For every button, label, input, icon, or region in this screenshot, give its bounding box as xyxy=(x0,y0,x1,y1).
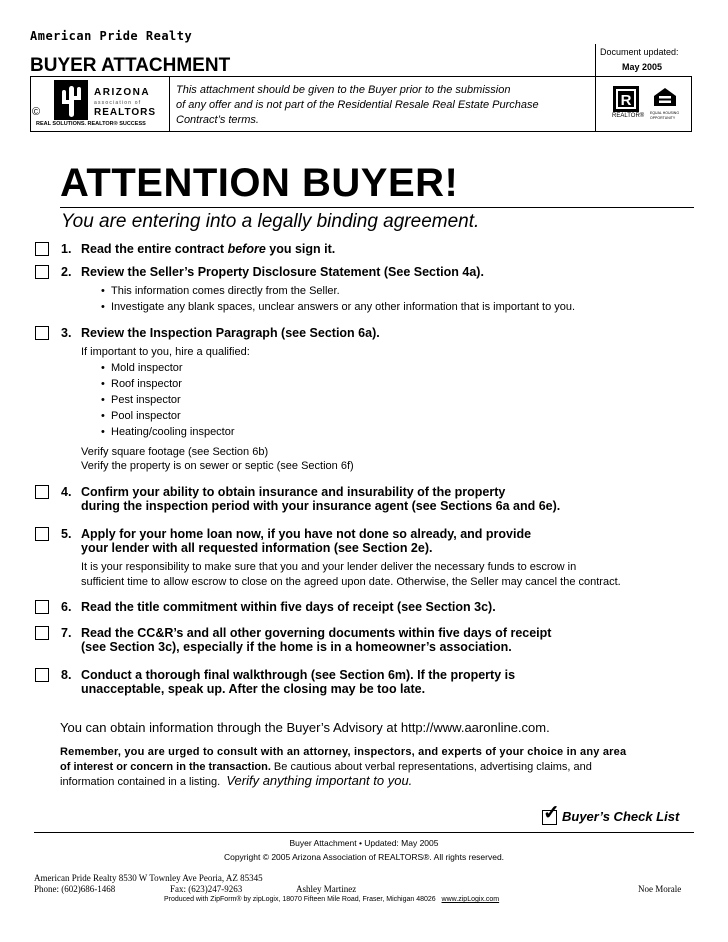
remember-line-2-rest: Be cautious about verbal representations, advertising claims, and xyxy=(270,760,592,773)
header-left-border xyxy=(30,76,31,132)
item-2-number: 2. xyxy=(61,265,72,279)
item-4-line-2: during the inspection period with your insurance agent (see Sections 6a and 6e). xyxy=(81,499,561,513)
attention-heading: ATTENTION BUYER! xyxy=(60,161,459,205)
item-3-checkbox[interactable] xyxy=(35,326,49,340)
item-4-line-1: Confirm your ability to obtain insurance and insurability of the property xyxy=(81,485,506,499)
item-1-title-post: you sign it. xyxy=(265,242,336,256)
saguaro-cactus-icon xyxy=(54,80,88,120)
item-3-bullet-pool: • Pool inspector xyxy=(111,410,181,422)
doc-title: BUYER ATTACHMENT xyxy=(30,55,231,76)
arizona-realtors-logo xyxy=(32,78,166,130)
footer-line-2: Copyright © 2005 Arizona Association of REALTORS®. All rights reserved. xyxy=(223,852,505,862)
item-3-number: 3. xyxy=(61,326,72,340)
item-7-checkbox[interactable] xyxy=(35,626,49,640)
remember-verify: Verify anything important to you. xyxy=(226,773,413,788)
item-3-intro: If important to you, hire a qualified: xyxy=(81,346,250,358)
subheading: You are entering into a legally binding agreement. xyxy=(61,211,480,232)
item-2-title: Review the Seller’s Property Disclosure Statement (See Section 4a). xyxy=(81,265,484,279)
item-6-checkbox[interactable] xyxy=(35,600,49,614)
equal-housing-icon xyxy=(652,87,678,107)
item-4-title xyxy=(81,485,560,513)
header-divider-2 xyxy=(595,44,596,132)
attachment-note-line-3: Contract’s terms. xyxy=(176,114,259,126)
item-5-line-2: your lender with all requested information (see Section 2e). xyxy=(81,541,433,555)
item-7-number: 7. xyxy=(61,626,72,640)
item-5-line-1: Apply for your home loan now, if you have not done so already, and provide xyxy=(81,527,532,541)
realtor-mark-label: REALTOR® xyxy=(612,113,645,119)
item-8-checkbox[interactable] xyxy=(35,668,49,682)
remember-line-3 xyxy=(60,774,626,790)
item-8-line-1: Conduct a thorough final walkthrough (see Section 6m). If the property is xyxy=(81,668,516,682)
item-8-line-2: unacceptable, speak up. After the closing may be too late. xyxy=(81,682,426,696)
copyright-symbol: © xyxy=(32,106,41,118)
item-5-detail xyxy=(81,560,621,590)
checklist-label: Buyer’s Check List xyxy=(562,809,680,824)
header-right-border xyxy=(691,76,692,132)
checkmark-icon: ✓ xyxy=(543,802,560,824)
item-3-title: Review the Inspection Paragraph (see Section 6a). xyxy=(81,326,380,340)
company-name: American Pride Realty xyxy=(30,29,193,43)
item-8-title xyxy=(81,668,515,696)
item-4-number: 4. xyxy=(61,485,72,499)
item-1-title-pre: Read the entire contract xyxy=(81,242,228,256)
item-6-title: Read the title commitment within five days of receipt (see Section 3c). xyxy=(81,600,496,614)
right-name: Noe Morale xyxy=(638,884,682,894)
item-2-bullet-2: • Investigate any blank spaces, unclear answers or any other information that is important to you. xyxy=(111,301,575,313)
item-1-checkbox[interactable] xyxy=(35,242,49,256)
item-3-bullet-heating: • Heating/cooling inspector xyxy=(111,426,235,438)
footer-divider xyxy=(34,832,694,833)
logo-tagline: REAL SOLUTIONS. REALTOR® SUCCESS xyxy=(36,121,146,127)
broker-fax: Fax: (623)247-9263 xyxy=(170,884,243,894)
remember-line-1: Remember, you are urged to consult with an attorney, inspectors, and experts of your choice in any area xyxy=(60,746,627,758)
item-7-line-2: (see Section 3c), especially if the home is in a homeowner’s association. xyxy=(81,640,512,654)
item-1-number: 1. xyxy=(61,242,72,256)
item-5-number: 5. xyxy=(61,527,72,541)
remember-line-2-bold: of interest or concern in the transaction. xyxy=(60,760,271,773)
item-8-number: 8. xyxy=(61,668,72,682)
remember-paragraph xyxy=(60,745,626,790)
item-4-checkbox[interactable] xyxy=(35,485,49,499)
advisory-text: You can obtain information through the Buyer’s Advisory at http://www.aaronline.com. xyxy=(60,720,550,735)
item-5-detail-line-2: sufficient time to allow escrow to close on the agreed upon date. Otherwise, the Seller may cancel the contract. xyxy=(81,576,621,588)
item-3-verify-sewer: Verify the property is on sewer or septic (see Section 6f) xyxy=(81,460,354,472)
item-1-title-emphasis: before xyxy=(227,242,266,256)
item-3-bullet-roof: • Roof inspector xyxy=(111,378,182,390)
realtor-r-logo-icon xyxy=(613,86,639,112)
broker-phone: Phone: (602)686-1468 xyxy=(34,884,116,894)
header-divider-1 xyxy=(169,76,170,132)
item-3-bullet-pest: • Pest inspector xyxy=(111,394,181,406)
item-2-checkbox[interactable] xyxy=(35,265,49,279)
svg-text:R: R xyxy=(620,92,632,109)
ziplogix-link[interactable]: www.zipLogix.com xyxy=(441,896,500,903)
item-3-bullet-mold: • Mold inspector xyxy=(111,362,183,374)
produced-with xyxy=(164,896,499,903)
item-3-verify-footage: Verify square footage (see Section 6b) xyxy=(81,446,269,458)
logo-association: association of xyxy=(94,100,142,106)
agent-name: Ashley Martinez xyxy=(296,884,357,894)
heading-underline xyxy=(60,207,694,208)
item-7-title xyxy=(81,626,551,654)
item-1-title xyxy=(81,242,335,256)
attachment-note-line-2: of any offer and is not part of the Residential Resale Real Estate Purchase xyxy=(176,99,539,111)
doc-updated-date: May 2005 xyxy=(622,62,663,72)
equal-housing-label: EQUAL HOUSING OPPORTUNITY xyxy=(650,111,680,120)
logo-arizona: ARIZONA xyxy=(94,87,151,98)
item-7-line-1: Read the CC&R’s and all other governing documents within five days of receipt xyxy=(81,626,552,640)
item-2-bullet-1: • This information comes directly from the Seller. xyxy=(111,285,340,297)
broker-address: American Pride Realty 8530 W Townley Ave Peoria, AZ 85345 xyxy=(34,873,263,883)
attachment-note-line-1: This attachment should be given to the Buyer prior to the submission xyxy=(176,84,511,96)
logo-realtors: REALTORS xyxy=(94,107,157,118)
attachment-note xyxy=(176,83,539,128)
footer-line-1: Buyer Attachment • Updated: May 2005 xyxy=(289,838,439,848)
remember-line-2 xyxy=(60,760,626,775)
item-5-detail-line-1: It is your responsibility to make sure that you and your lender deliver the necessary funds to escrow in xyxy=(81,561,577,573)
doc-updated-label: Document updated: xyxy=(600,47,679,57)
item-5-title xyxy=(81,527,531,555)
item-6-number: 6. xyxy=(61,600,72,614)
header-bottom-border xyxy=(30,131,692,132)
remember-line-3-text: information contained in a listing. xyxy=(60,776,221,788)
item-5-checkbox[interactable] xyxy=(35,527,49,541)
produced-text: Produced with ZipForm® by zipLogix, 18070 Fifteen Mile Road, Fraser, Michigan 48026 xyxy=(164,896,436,903)
